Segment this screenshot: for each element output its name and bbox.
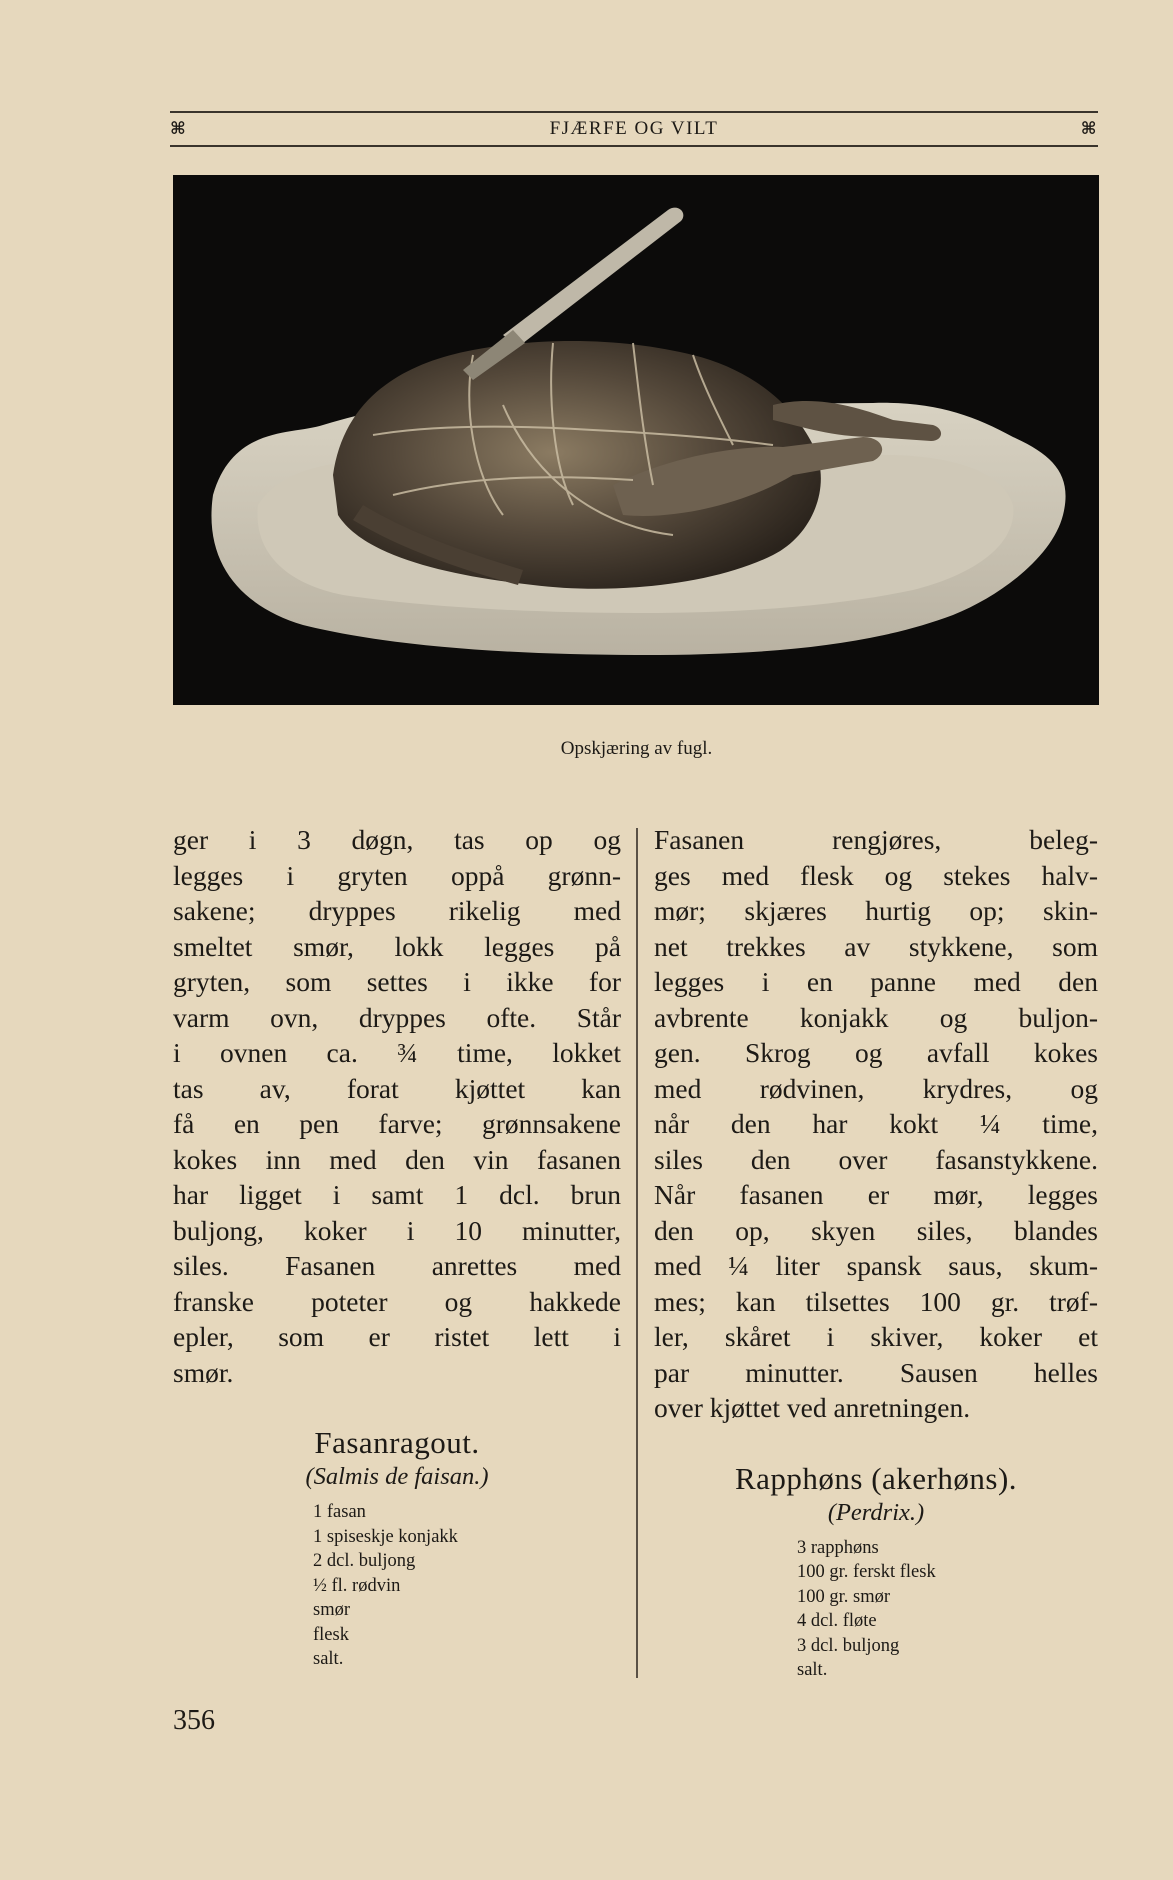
text-line: gen. Skrog og avfall kokes [654,1037,1098,1068]
ingredient-item: 100 gr. smør [797,1586,891,1607]
text-line: ger i 3 døgn, tas op og [173,824,621,855]
ingredient-item: 4 dcl. fløte [797,1611,877,1631]
text-line: siles. Fasanen anrettes med [173,1250,621,1281]
text-line: legges i en panne med den [654,966,1098,997]
text-line: kokes inn med den vin fasanen [173,1143,621,1175]
text-line: buljong, koker i 10 minutter, [173,1214,621,1246]
ingredient-item: 100 gr. ferskt flesk [797,1562,936,1582]
ingredient-item: 1 spiseskje konjakk [313,1526,458,1547]
text-line: når den har kokt ¼ time, [654,1108,1098,1139]
text-line: gryten, som settes i ikke for [173,966,621,997]
left-column [173,822,621,1672]
text-line: ler, skåret i skiver, koker et [654,1321,1098,1352]
text-line: har ligget i samt 1 dcl. brun [173,1179,621,1210]
ingredient-item: flesk [313,1624,349,1645]
header-rule-bottom [170,145,1098,147]
text-line: den op, skyen siles, blandes [654,1214,1098,1246]
running-head [170,116,1098,142]
right-body-text [654,822,1098,1426]
ingredient-list [654,1536,1098,1683]
page-number: 356 [173,1705,215,1736]
text-line: varm ovn, dryppes ofte. Står [173,1001,621,1033]
carved-bird-photo [173,175,1099,705]
text-line: mes; kan tilsettes 100 gr. trøf- [654,1285,1098,1317]
text-line: med ¼ liter spansk saus, skum- [654,1250,1098,1281]
ingredient-item: 3 rapphøns [797,1537,879,1558]
ornament-right-icon: ⌘ [1080,119,1098,139]
text-line: avbrente konjakk og buljon- [654,1001,1098,1033]
text-line: få en pen farve; grønnsakene [173,1108,621,1139]
recipe-subtitle: (Perdrix.) [827,1498,925,1526]
text-line: smeltet smør, lokk legges på [173,930,621,962]
ingredient-item: salt. [797,1660,828,1680]
ingredient-item: 2 dcl. buljong [313,1551,416,1571]
text-line: par minutter. Sausen helles [654,1356,1098,1388]
recipe-title-fasanragout: Fasanragout. [314,1425,480,1460]
text-line: i ovnen ca. ¾ time, lokket [173,1037,621,1068]
text-line: siles den over fasanstykkene. [654,1143,1098,1175]
recipe-title-rapphons: Rapphøns (akerhøns). [734,1460,1018,1496]
ingredient-item: 1 fasan [313,1502,366,1522]
text-line: smør. [173,1356,234,1388]
text-line: legges i gryten oppå grønn- [173,859,621,891]
text-line: mør; skjæres hurtig op; skin- [654,895,1098,926]
text-line: Når fasanen er mør, legges [654,1179,1098,1210]
text-line: net trekkes av stykkene, som [654,930,1098,962]
left-body-text [173,822,621,1390]
text-line: franske poteter og hakkede [173,1285,621,1317]
text-line: med rødvinen, krydres, og [654,1072,1098,1104]
ingredient-item: 3 dcl. buljong [797,1635,900,1656]
text-line: Fasanen rengjøres, beleg- [654,824,1098,855]
text-line: ges med flesk og stekes halv- [654,859,1098,891]
column-divider [636,828,638,1678]
text-line: sakene; dryppes rikelig med [173,895,621,926]
header-rule-top [170,111,1098,113]
chapter-title: FJÆRFE OG VILT [549,118,719,139]
ornament-left-icon: ⌘ [170,119,188,139]
ingredient-item: salt. [313,1649,344,1669]
ingredient-item: ½ fl. rødvin [313,1575,401,1596]
ingredient-list [173,1500,621,1672]
text-line: epler, som er ristet lett i [173,1321,621,1352]
text-line: over kjøttet ved anretningen. [654,1392,971,1423]
figure-caption: Opskjæring av fugl. [560,738,713,759]
right-column [654,822,1098,1683]
ingredient-item: smør [313,1600,350,1620]
recipe-subtitle: (Salmis de faisan.) [305,1463,489,1490]
text-line: tas av, forat kjøttet kan [173,1072,621,1104]
